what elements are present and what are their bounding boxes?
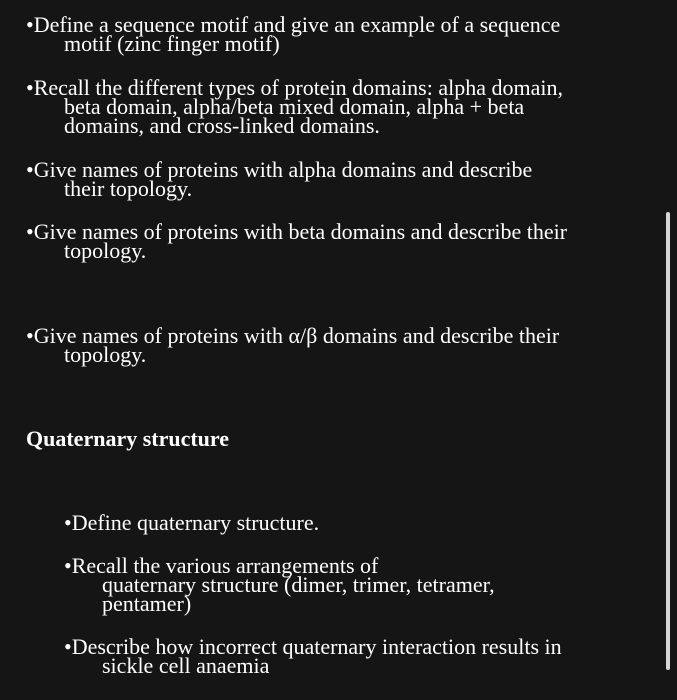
objective-line: quaternary structure (dimer, trimer, tetramer, <box>102 572 495 597</box>
objective-line: •Recall the various arrangements of <box>64 553 379 578</box>
objective-line: •Define quaternary structure. <box>64 510 320 535</box>
objective-define-quaternary <box>64 510 659 535</box>
objective-protein-domains <box>26 75 661 138</box>
objective-alpha-beta-domains <box>26 323 661 367</box>
objective-sickle-cell <box>64 634 659 678</box>
objective-line: motif (zinc finger motif) <box>64 31 280 56</box>
objective-line: topology. <box>64 342 147 367</box>
objective-line: pentamer) <box>102 591 192 616</box>
objective-beta-domains <box>26 219 661 263</box>
objective-line: topology. <box>64 238 147 263</box>
objective-alpha-domains <box>26 157 661 201</box>
objective-line: •Recall the different types of protein domains: alpha domain, <box>26 75 563 100</box>
vertical-scrollbar[interactable] <box>666 212 670 670</box>
objective-line: •Give names of proteins with alpha domains and describe <box>26 157 533 182</box>
objective-line: •Define a sequence motif and give an example of a sequence <box>26 12 561 37</box>
objective-line: domains, and cross-linked domains. <box>64 113 380 138</box>
objective-line: beta domain, alpha/beta mixed domain, alpha + beta <box>64 94 525 119</box>
objective-line: •Give names of proteins with α/β domains and describe their <box>26 323 560 348</box>
objective-line: their topology. <box>64 176 193 201</box>
objective-line: •Give names of proteins with beta domains and describe their <box>26 219 568 244</box>
objective-sequence-motif <box>26 12 661 56</box>
objective-line: •Describe how incorrect quaternary interaction results in <box>64 634 562 659</box>
objective-quaternary-arrangements <box>64 553 659 616</box>
objective-line: sickle cell anaemia <box>102 653 270 678</box>
section-heading-quaternary: Quaternary structure <box>26 426 230 451</box>
